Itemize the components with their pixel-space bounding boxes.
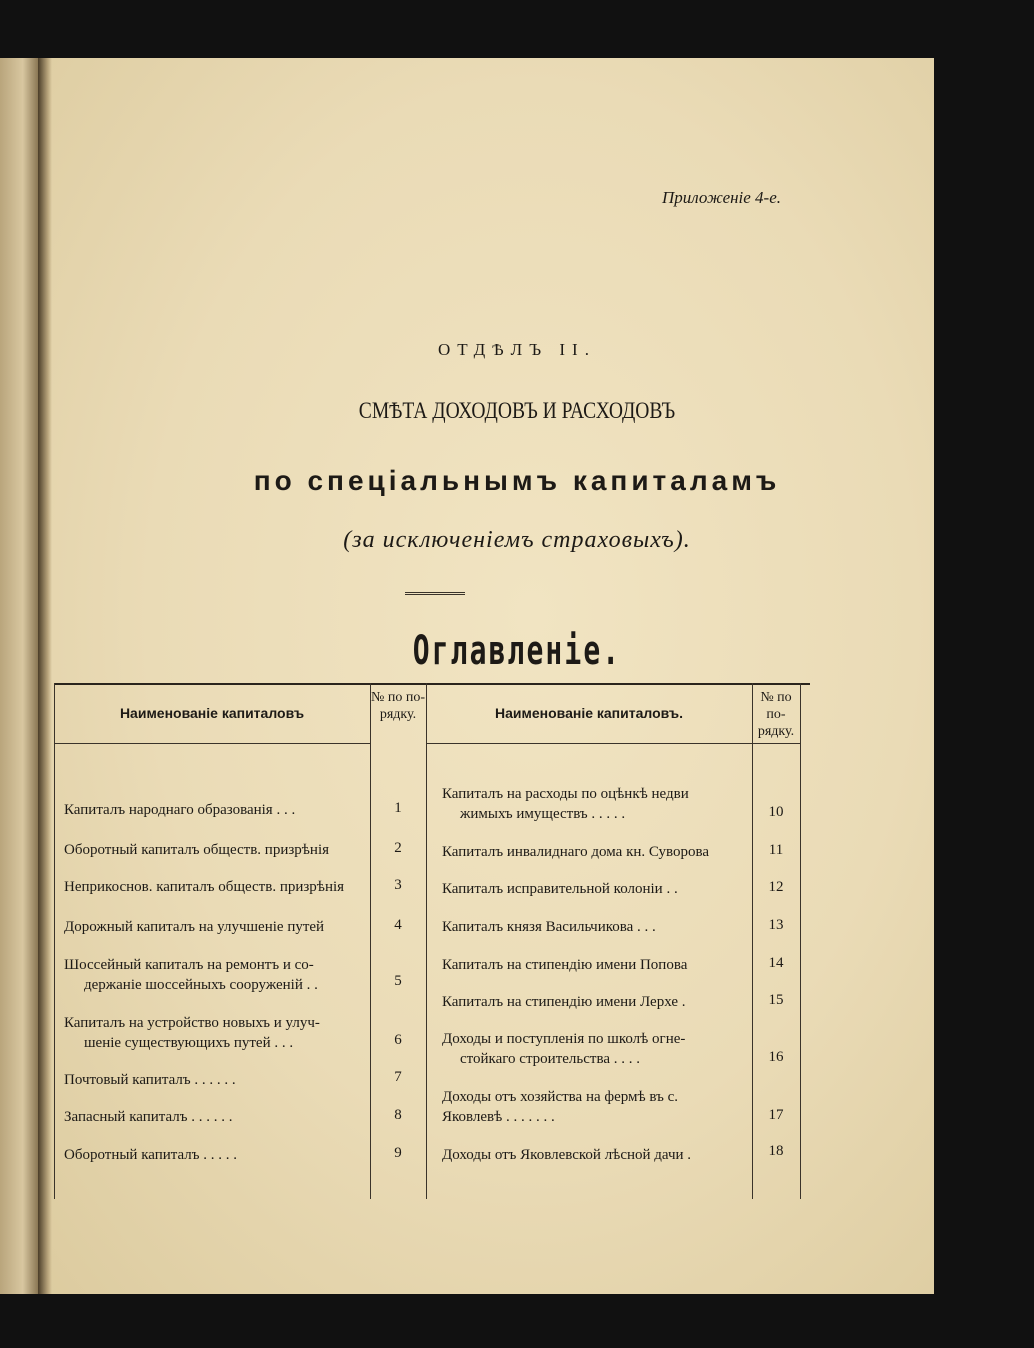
list-item-num: 17	[768, 1107, 784, 1123]
list-item: Капиталъ инвалиднаго дома кн. Суворова	[442, 844, 710, 860]
table-right-border	[800, 683, 801, 1199]
list-item-num: 4	[394, 917, 402, 933]
table-top-rule	[54, 683, 810, 685]
section-label: ОТДѢЛЪ II.	[438, 340, 596, 359]
list-item: Капиталъ исправительной колоніи . .	[442, 881, 678, 897]
list-item: Капиталъ народнаго образованія . . .	[64, 802, 296, 818]
contents-table	[54, 683, 810, 1199]
list-item-num: 10	[768, 804, 784, 820]
list-item-num: 15	[768, 992, 784, 1008]
column-divider	[426, 683, 427, 1199]
list-item-num: 12	[768, 879, 784, 895]
list-item: Шоссейный капиталъ на ремонтъ и со-	[64, 957, 314, 973]
table-left-border	[54, 683, 55, 1199]
decorative-rule	[405, 592, 465, 595]
column-divider	[752, 683, 753, 1199]
list-item-num: 1	[394, 800, 402, 816]
list-item-num: 18	[768, 1143, 784, 1159]
list-item: Капиталъ князя Васильчикова . . .	[442, 919, 656, 935]
list-item: Доходы отъ Яковлевской лѣсной дачи .	[442, 1147, 692, 1163]
list-item: Запасный капиталъ . . . . . .	[64, 1109, 233, 1125]
title-line-2: по спеціальнымъ капиталамъ	[253, 465, 781, 496]
list-item-num: 13	[768, 917, 784, 933]
list-item: Оборотный капиталъ . . . . .	[64, 1147, 238, 1163]
right-header-num: № по по-рядку.	[757, 690, 795, 739]
list-item-num: 3	[394, 877, 402, 893]
list-item-num: 16	[768, 1049, 784, 1065]
list-item: Неприкоснов. капиталъ обществ. призрѣнія	[64, 879, 345, 895]
list-item-num: 14	[768, 955, 784, 971]
right-header-name: Наименованіе капиталовъ.	[495, 705, 683, 721]
contents-heading: Оглавленіе.	[412, 628, 622, 674]
list-item-num: 8	[394, 1107, 402, 1123]
left-header-num: № по по-рядку.	[370, 690, 425, 722]
list-item-num: 11	[768, 842, 784, 858]
list-item: Доходы и поступленія по школѣ огне-	[442, 1031, 686, 1047]
list-item: Капиталъ на стипендію имени Попова	[442, 957, 688, 973]
title-line-3: (за исключеніемъ страховыхъ).	[343, 527, 691, 553]
header-rule	[54, 743, 370, 744]
list-item: Почтовый капиталъ . . . . . .	[64, 1072, 236, 1088]
column-divider	[370, 683, 371, 1199]
list-item-num: 9	[394, 1145, 402, 1161]
list-item: Доходы отъ хозяйства на фермѣ въ с.	[442, 1089, 679, 1105]
list-item-cont: Яковлевѣ . . . . . . .	[442, 1109, 555, 1125]
list-item: Капиталъ на устройство новыхъ и улуч-	[64, 1015, 320, 1031]
list-item-cont: жимыхъ имуществъ . . . . .	[460, 806, 626, 822]
list-item-num: 5	[394, 973, 402, 989]
list-item-cont: шеніе существующихъ путей . . .	[84, 1035, 294, 1051]
list-item-num: 7	[394, 1069, 402, 1085]
list-item-cont: стойкаго строительства . . . .	[460, 1051, 641, 1067]
list-item: Дорожный капиталъ на улучшеніе путей	[64, 919, 325, 935]
title-line-1: СМѢТА ДОХОДОВЪ И РАСХОДОВЪ	[358, 398, 676, 423]
facing-page-edge	[0, 58, 38, 1294]
list-item: Капиталъ на стипендію имени Лерхе .	[442, 994, 686, 1010]
appendix-label: Приложеніе 4-е.	[662, 188, 782, 207]
list-item: Капиталъ на расходы по оцѣнкѣ недви	[442, 786, 689, 802]
list-item-cont: держаніе шоссейныхъ сооруженій . .	[84, 977, 318, 993]
book-gutter	[38, 58, 52, 1294]
list-item-num: 2	[394, 840, 402, 856]
left-header-name: Наименованіе капиталовъ	[119, 705, 305, 721]
header-rule	[426, 743, 800, 744]
list-item-num: 6	[394, 1032, 402, 1048]
list-item: Оборотный капиталъ обществ. призрѣнія	[64, 842, 330, 858]
